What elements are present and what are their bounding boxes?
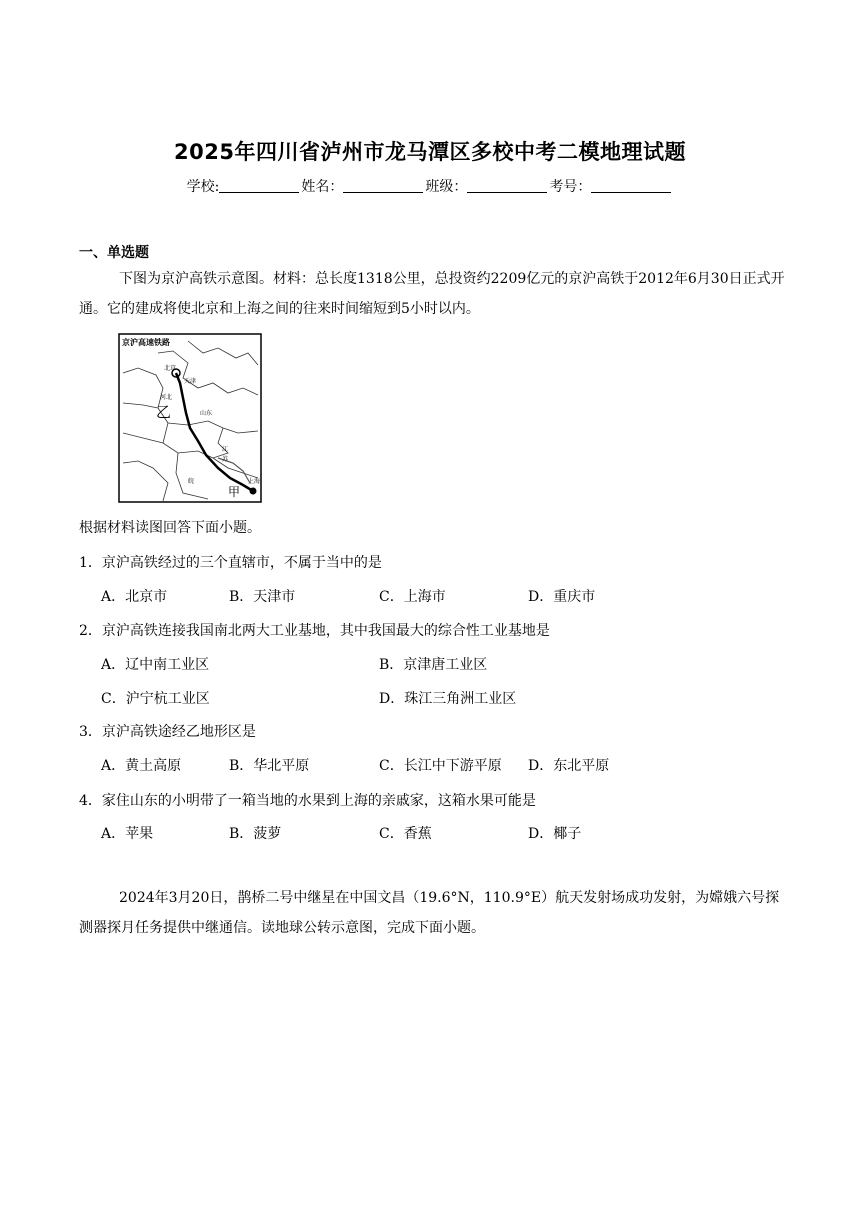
map-label-yi: 乙 [156, 403, 172, 421]
q2-option-d: D．珠江三角洲工业区 [379, 691, 517, 707]
q3-option-d: D．东北平原 [528, 758, 610, 774]
q1-option-c: C．上海市 [379, 589, 446, 605]
q2-option-a: A．辽中南工业区 [101, 657, 210, 673]
info-school-label: 学校: [186, 179, 220, 195]
q4-option-c: C．香蕉 [379, 826, 432, 842]
map-label-hebei: 河北 [160, 394, 173, 401]
q1-option-d: D．重庆市 [528, 589, 596, 605]
q4-option-d: D．椰子 [528, 826, 582, 842]
railway-map [118, 333, 262, 503]
q2-option-b: B．京津唐工业区 [379, 657, 488, 673]
second-paragraph [79, 883, 785, 943]
map-label-su: 苏 [222, 456, 229, 463]
second-paragraph-text: 2024年3月20日，鹊桥二号中继星在中国文昌（19.6°N，110.9°E）航天发射场成功发射，为嫦娥六号探测器探月任务提供中继通信。读地球公转示意图，完成下面小题。 [79, 890, 780, 936]
name-blank [343, 178, 423, 193]
q2-option-c: C．沪宁杭工业区 [101, 691, 210, 707]
q1-option-b: B．天津市 [229, 589, 296, 605]
question-2-stem: 2．京沪高铁连接我国南北两大工业基地，其中我国最大的综合性工业基地是 [79, 623, 550, 639]
map-label-shandong: 山东 [200, 410, 213, 417]
q3-option-a: A．黄土高原 [101, 758, 182, 774]
q3-option-c: C．长江中下游平原 [379, 758, 502, 774]
page-title: 2025年四川省泸州市龙马潭区多校中考二模地理试题 [174, 140, 686, 164]
map-label-jiang: 江 [222, 446, 229, 453]
info-number-label: 考号： [549, 179, 592, 195]
intro-paragraph [79, 264, 785, 324]
q3-option-b: B．华北平原 [229, 758, 310, 774]
map-label-tianjin: 天津 [184, 378, 197, 385]
read-prompt: 根据材料读图回答下面小题。 [79, 520, 261, 536]
q4-option-b: B．菠萝 [229, 826, 282, 842]
number-blank [591, 178, 671, 193]
question-3-stem: 3．京沪高铁途经乙地形区是 [79, 724, 256, 740]
q1-option-a: A．北京市 [101, 589, 168, 605]
question-4-stem: 4．家住山东的小明带了一箱当地的水果到上海的亲戚家，这箱水果可能是 [79, 793, 536, 809]
question-1-stem: 1．京沪高铁经过的三个直辖市，不属于当中的是 [79, 555, 382, 571]
section-heading: 一、单选题 [79, 245, 149, 261]
intro-text: 下图为京沪高铁示意图。材料：总长度1318公里，总投资约2209亿元的京沪高铁于2012年6月30日正式开通。它的建成将使北京和上海之间的往来时间缩短到5小时以内。 [79, 271, 785, 317]
map-title: 京沪高速铁路 [122, 338, 170, 347]
map-label-beijing: 北京 [164, 365, 177, 372]
q4-option-a: A．苹果 [101, 826, 154, 842]
map-label-shanghai: 上海 [248, 478, 261, 485]
class-blank [467, 178, 547, 193]
info-name-label: 姓名： [301, 179, 344, 195]
school-blank [219, 178, 299, 193]
map-label-wan: 皖 [188, 478, 195, 485]
student-info-line [0, 176, 860, 196]
info-class-label: 班级： [425, 179, 468, 195]
map-label-jia: 甲 [228, 485, 241, 499]
